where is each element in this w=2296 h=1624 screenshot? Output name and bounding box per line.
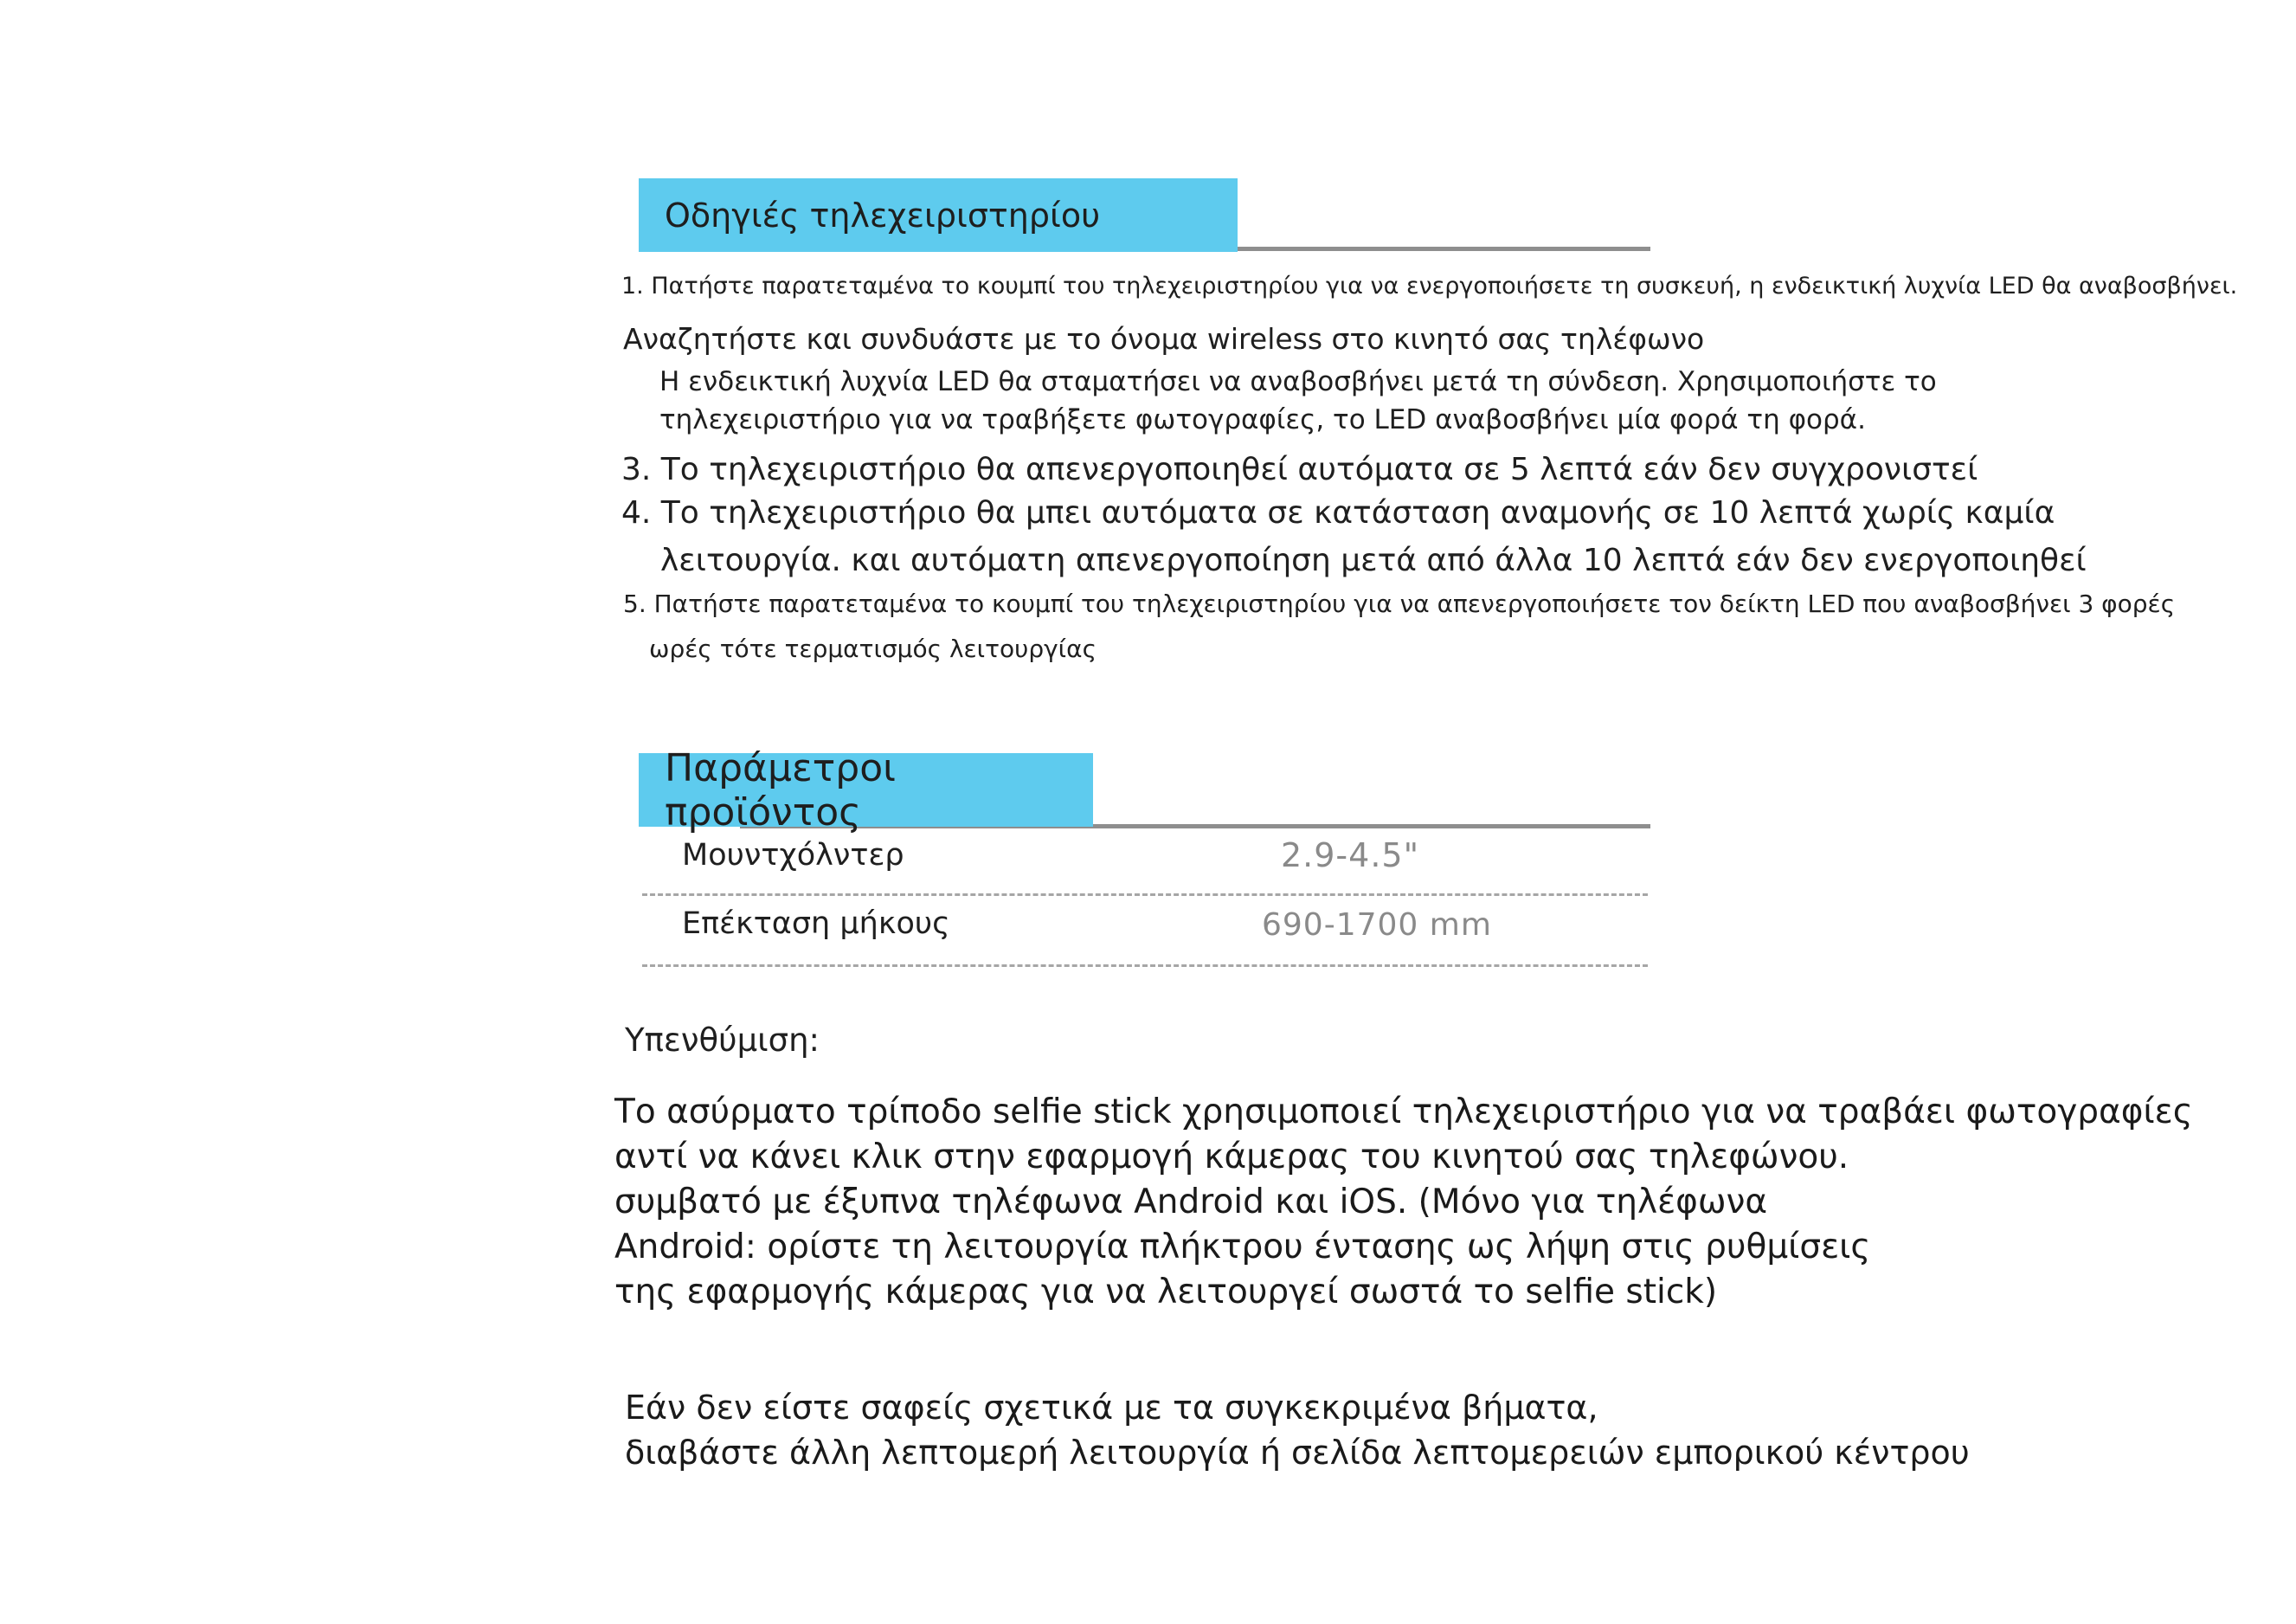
- param-value-length: 690-1700 mm: [1262, 907, 1492, 943]
- instructions-title: Οδηγιές τηλεχειριστηρίου: [665, 196, 1101, 235]
- instruction-step-1: 1. Πατήστε παρατεταμένα το κουμπί του τηλεχειριστηρίου για να ενεργοποιήσετε τη συσκευή, η ενδεικτική λυχνία LED θα αναβοσβήνει.: [621, 273, 2238, 300]
- param-label-holder: Μουντχόλντερ: [682, 838, 904, 873]
- instruction-step-2-line-1: Αναζητήστε και συνδυάστε με το όνομα wireless στο κινητό σας τηλέφωνο: [623, 322, 1705, 356]
- instruction-step-4-line-2: λειτουργία. και αυτόματη απενεργοποίηση μετά από άλλα 10 λεπτά εάν δεν ενεργοποιηθεί: [660, 543, 2087, 578]
- instructions-header: [639, 178, 1238, 252]
- instruction-step-5-line-2: ωρές τότε τερματισμός λειτουργίας: [649, 635, 1097, 663]
- params-header: [639, 745, 1093, 835]
- reminder-line-4: Android: ορίστε τη λειτουργία πλήκτρου έντασης ως λήψη στις ρυθμίσεις: [614, 1228, 1871, 1266]
- param-divider-1: [642, 893, 1648, 896]
- reminder-line-2: αντί να κάνει κλικ στην εφαρμογή κάμερας του κινητού σας τηλεφώνου.: [614, 1137, 1849, 1176]
- instruction-step-5-line-1: 5. Πατήστε παρατεταμένα το κουμπί του τηλεχειριστηρίου για να απενεργοποιήσετε τον δείκτη LED που αναβοσβήνει 3 φορές: [623, 590, 2176, 618]
- instruction-step-4-line-1: 4. Το τηλεχειριστήριο θα μπει αυτόματα σε κατάσταση αναμονής σε 10 λεπτά χωρίς καμία: [621, 495, 2055, 531]
- reminder-line-5: της εφαρμογής κάμερας για να λειτουργεί σωστά το selfie stick): [614, 1273, 1718, 1311]
- instruction-step-3: 3. Το τηλεχειριστήριο θα απενεργοποιηθεί αυτόματα σε 5 λεπτά εάν δεν συγχρονιστεί: [621, 452, 1978, 487]
- instruction-step-2-line-3: τηλεχειριστήριο για να τραβήξετε φωτογραφίες, το LED αναβοσβήνει μία φορά τη φορά.: [659, 404, 1866, 435]
- reminder-line-1: Το ασύρματο τρίποδο selfie stick χρησιμοποιεί τηλεχειριστήριο για να τραβάει φωτογραφίες: [614, 1092, 2193, 1131]
- reminder-line-3: συμβατό με έξυπνα τηλέφωνα Android και iOS. (Μόνο για τηλέφωνα: [614, 1183, 1768, 1221]
- reminder-heading: Υπενθύμιση:: [625, 1021, 820, 1059]
- param-value-holder: 2.9-4.5": [1281, 836, 1420, 874]
- param-divider-2: [642, 964, 1648, 967]
- footer-line-2: διαβάστε άλλη λεπτομερή λειτουργία ή σελίδα λεπτομερειών εμπορικού κέντρου: [625, 1434, 1970, 1472]
- params-title: Παράμετροι προϊόντος: [665, 745, 897, 835]
- footer-line-1: Εάν δεν είστε σαφείς σχετικά με τα συγκεκριμένα βήματα,: [625, 1389, 1598, 1427]
- param-label-length: Επέκταση μήκους: [682, 906, 950, 941]
- instruction-step-2-line-2: Η ενδεικτική λυχνία LED θα σταματήσει να αναβοσβήνει μετά τη σύνδεση. Χρησιμοποιήστε το: [659, 366, 1937, 397]
